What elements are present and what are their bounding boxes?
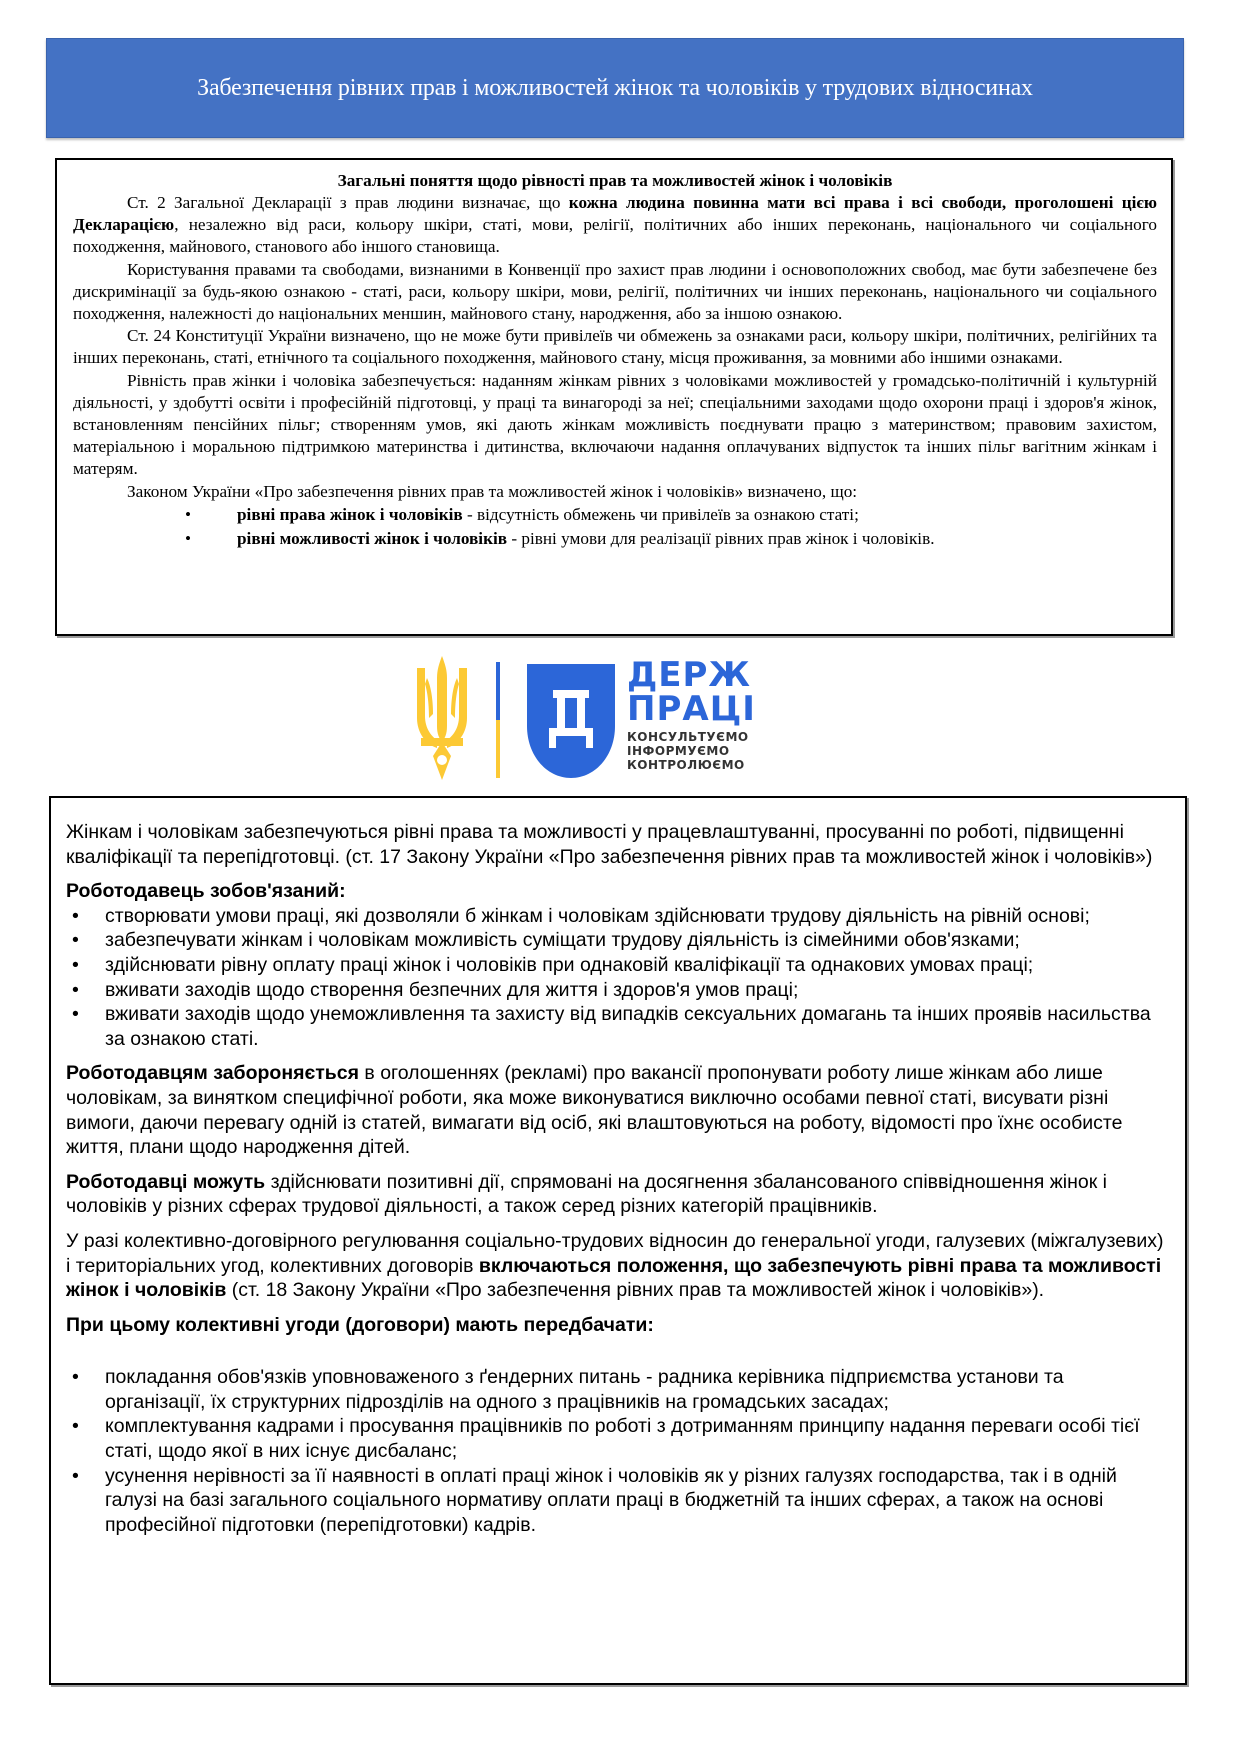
tagline-3: КОНТРОЛЮЄМО [627,758,745,772]
text: (ст. 18 Закону України «Про забезпечення рівних прав та можливостей жінок і чоловіків»). [226,1279,1045,1302]
item-text: здійснювати рівну оплату праці жінок і чоловіків при однаковій кваліфікації та однакових умовах праці; [105,953,1034,976]
general-concepts-box [55,158,1173,636]
prohibited-paragraph [66,1061,1167,1159]
trident-icon [417,656,467,780]
item-text: комплектування кадрами і просування працівників по роботі з дотриманням принципу надання переваги особі тієї статі, щодо якої в них існує дисбаланс; [105,1415,1140,1463]
bullet-icon: • [72,1366,79,1389]
text: , незалежно від раси, кольору шкіри, статі, мови, релігії, політичних або інших переконань, національного чи соціального походження, майнового, станового або іншого становища. [73,215,1157,257]
list-item [66,978,1167,1003]
spacer [66,1337,1167,1365]
title-banner [46,38,1184,138]
item-text: вживати заходів щодо створення безпечних для життя і здоров'я умов праці; [105,978,799,1001]
tagline-2: ІНФОРМУЄМО [627,744,730,758]
emphasis-text: Роботодавці можуть [66,1170,266,1193]
agreements-heading [66,1313,1167,1338]
emphasis-text: кожна людина повинна мати всі права і всі свободи, проголошені цією Декларацією [73,193,1157,235]
bullet-icon: • [72,953,79,976]
text: в оголошеннях (рекламі) про вакансії пропонувати роботу лише жінкам або лише чоловікам, за винятком специфічної роботи, яка може виконуватися виключно особами певної статі, висувати різні вимоги, даючи перевагу одній із статей, вимагати від осіб, які влаштовуються на роботу, відомості про їхнє особисте життя, плани щодо народження дітей. [66,1062,1123,1159]
term: рівні можливості жінок і чоловіків [237,528,508,548]
list-item [66,1414,1167,1463]
logo-wordmark [627,655,756,729]
list-item [66,1365,1167,1414]
bullet-icon: • [72,929,79,952]
text: Ст. 2 Загальної Декларації з прав людини визначає, що [127,193,569,212]
agreements-list [66,1365,1167,1537]
heading-text: При цьому колективні угоди (договори) мають передбачати: [66,1313,654,1336]
tagline-1: КОНСУЛЬТУЄМО [627,730,749,744]
bullet-icon: • [72,1415,79,1438]
paragraph-law: Законом України «Про забезпечення рівних прав та можливостей жінок і чоловіків» визначено, що: [127,481,858,501]
paragraph-convention: Користування правами та свободами, визнаними в Конвенції про захист прав людини і основоположних свобод, має бути забезпечене без дискримінації за будь-якою ознакою - статі, раси, кольору шкіри, мови, релігії, політичних чи інших переконань, національного чи соціального походження, належності до національних меншин, майнового стану, народження, або за іншою ознакою. [73,259,1157,324]
term: рівні права жінок і чоловіків [237,504,463,524]
bullet-icon: • [185,504,192,524]
logo-line1: ДЕРЖ [627,655,752,695]
divider-yellow [496,720,500,778]
logo-tagline [627,730,749,772]
logo-line2: ПРАЦІ [627,689,756,729]
paragraph-equality: Рівність прав жінки і чоловіка забезпечується: наданням жінкам рівних з чоловіками можливостей у громадсько-політичній і культурній діяльності, у здобутті освіти і професійній підготовці, у праці та винагороді за неї; спеціальними заходами щодо охорони праці і здоров'я жінок, встановленням пенсійних пільг; створенням умов, які дають жінкам можливість поєднувати працю з материнством; правовим захистом, матеріальною і моральною підтримкою материнства і дитинства, включаючи надання оплачуваних відпусток та інших пільг вагітним жінкам і матерям. [73,370,1157,479]
bullet-icon: • [72,1464,79,1487]
item-text: забезпечувати жінкам і чоловікам можливість суміщати трудову діяльність із сімейними обов'язками; [105,929,1020,952]
definition: - відсутність обмежень чи привілеїв за ознакою статі; [462,504,859,524]
list-item [66,1464,1167,1538]
text: здійснювати позитивні дії, спрямовані на досягнення збалансованого співвідношення жінок і чоловіків у різних сферах трудової діяльності, а також серед різних категорій працівників. [66,1170,1107,1218]
item-text: усунення нерівності за її наявності в оплаті праці жінок і чоловіків як у різних галузях господарства, так і в одній галузі на базі загального соціального нормативу оплати праці в бюджетній та інших сферах, а також на основі професійної підготовки (перепідготовки) кадрів. [105,1464,1117,1536]
item-text: вживати заходів щодо унеможливлення та захисту від випадків сексуальних домагань та інших проявів насильства за ознакою статі. [105,1003,1151,1050]
divider-blue [496,662,500,720]
page-title: Забезпечення рівних прав і можливостей жінок та чоловіків у трудових відносинах [197,74,1033,101]
rights-box [49,796,1187,1685]
list-item [66,904,1167,929]
item-text: покладання обов'язків уповноваженого з ґендерних питань - радника керівника підприємства установи та організації, їх структурних підрозділів на одного з працівників на громадських засадах; [105,1366,1064,1413]
section-heading: Загальні поняття щодо рівності прав та можливостей жінок і чоловіків [337,171,893,190]
employer-duties-list [66,904,1167,1052]
text: У разі колективно-договірного регулювання соціально-трудових відносин до генеральної угоди, галузевих (міжгалузевих) і територіальних угод, колективних договорів [66,1229,1164,1277]
intro-paragraph: Жінкам і чоловікам забезпечуються рівні права та можливості у працевлаштуванні, просуванні по роботі, підвищенні кваліфікації та перепідготовці. (ст. 17 Закону України «Про забезпечення рівних прав та можливостей жінок і чоловіків») [66,821,1153,868]
bullet-icon: • [185,528,192,548]
paragraph-declaration [73,192,1157,259]
bullet-icon: • [72,1003,79,1026]
emphasis-text: Роботодавцям забороняється [66,1062,360,1085]
list-item [73,527,1157,551]
collective-paragraph [66,1229,1167,1303]
list-item [66,953,1167,978]
bullet-icon: • [72,978,79,1001]
emphasis-text: включаються положення, що забезпечують рівні права та можливості жінок і чоловіків [66,1254,1162,1302]
shield-icon [527,664,615,778]
heading-text: Роботодавець зобов'язаний: [66,880,346,903]
list-item [66,928,1167,953]
definitions-list [73,503,1157,551]
employer-heading [66,879,1167,904]
item-text: створювати умови праці, які дозволяли б жінкам і чоловікам здійснювати трудову діяльність на рівній основі; [105,904,1090,927]
definition: - рівні умови для реалізації рівних прав жінок і чоловіків. [507,528,935,548]
bullet-icon: • [72,904,79,927]
list-item [73,503,1157,527]
list-item [66,1002,1167,1051]
may-paragraph [66,1170,1167,1219]
derzhpratsi-logo [415,656,815,780]
paragraph-constitution: Ст. 24 Конституції України визначено, що не може бути привілеїв чи обмежень за ознаками раси, кольору шкіри, політичних, релігійних та інших переконань, статі, етнічного та соціального походження, майнового стану, місця проживання, за мовними або іншими ознаками. [73,326,1157,368]
